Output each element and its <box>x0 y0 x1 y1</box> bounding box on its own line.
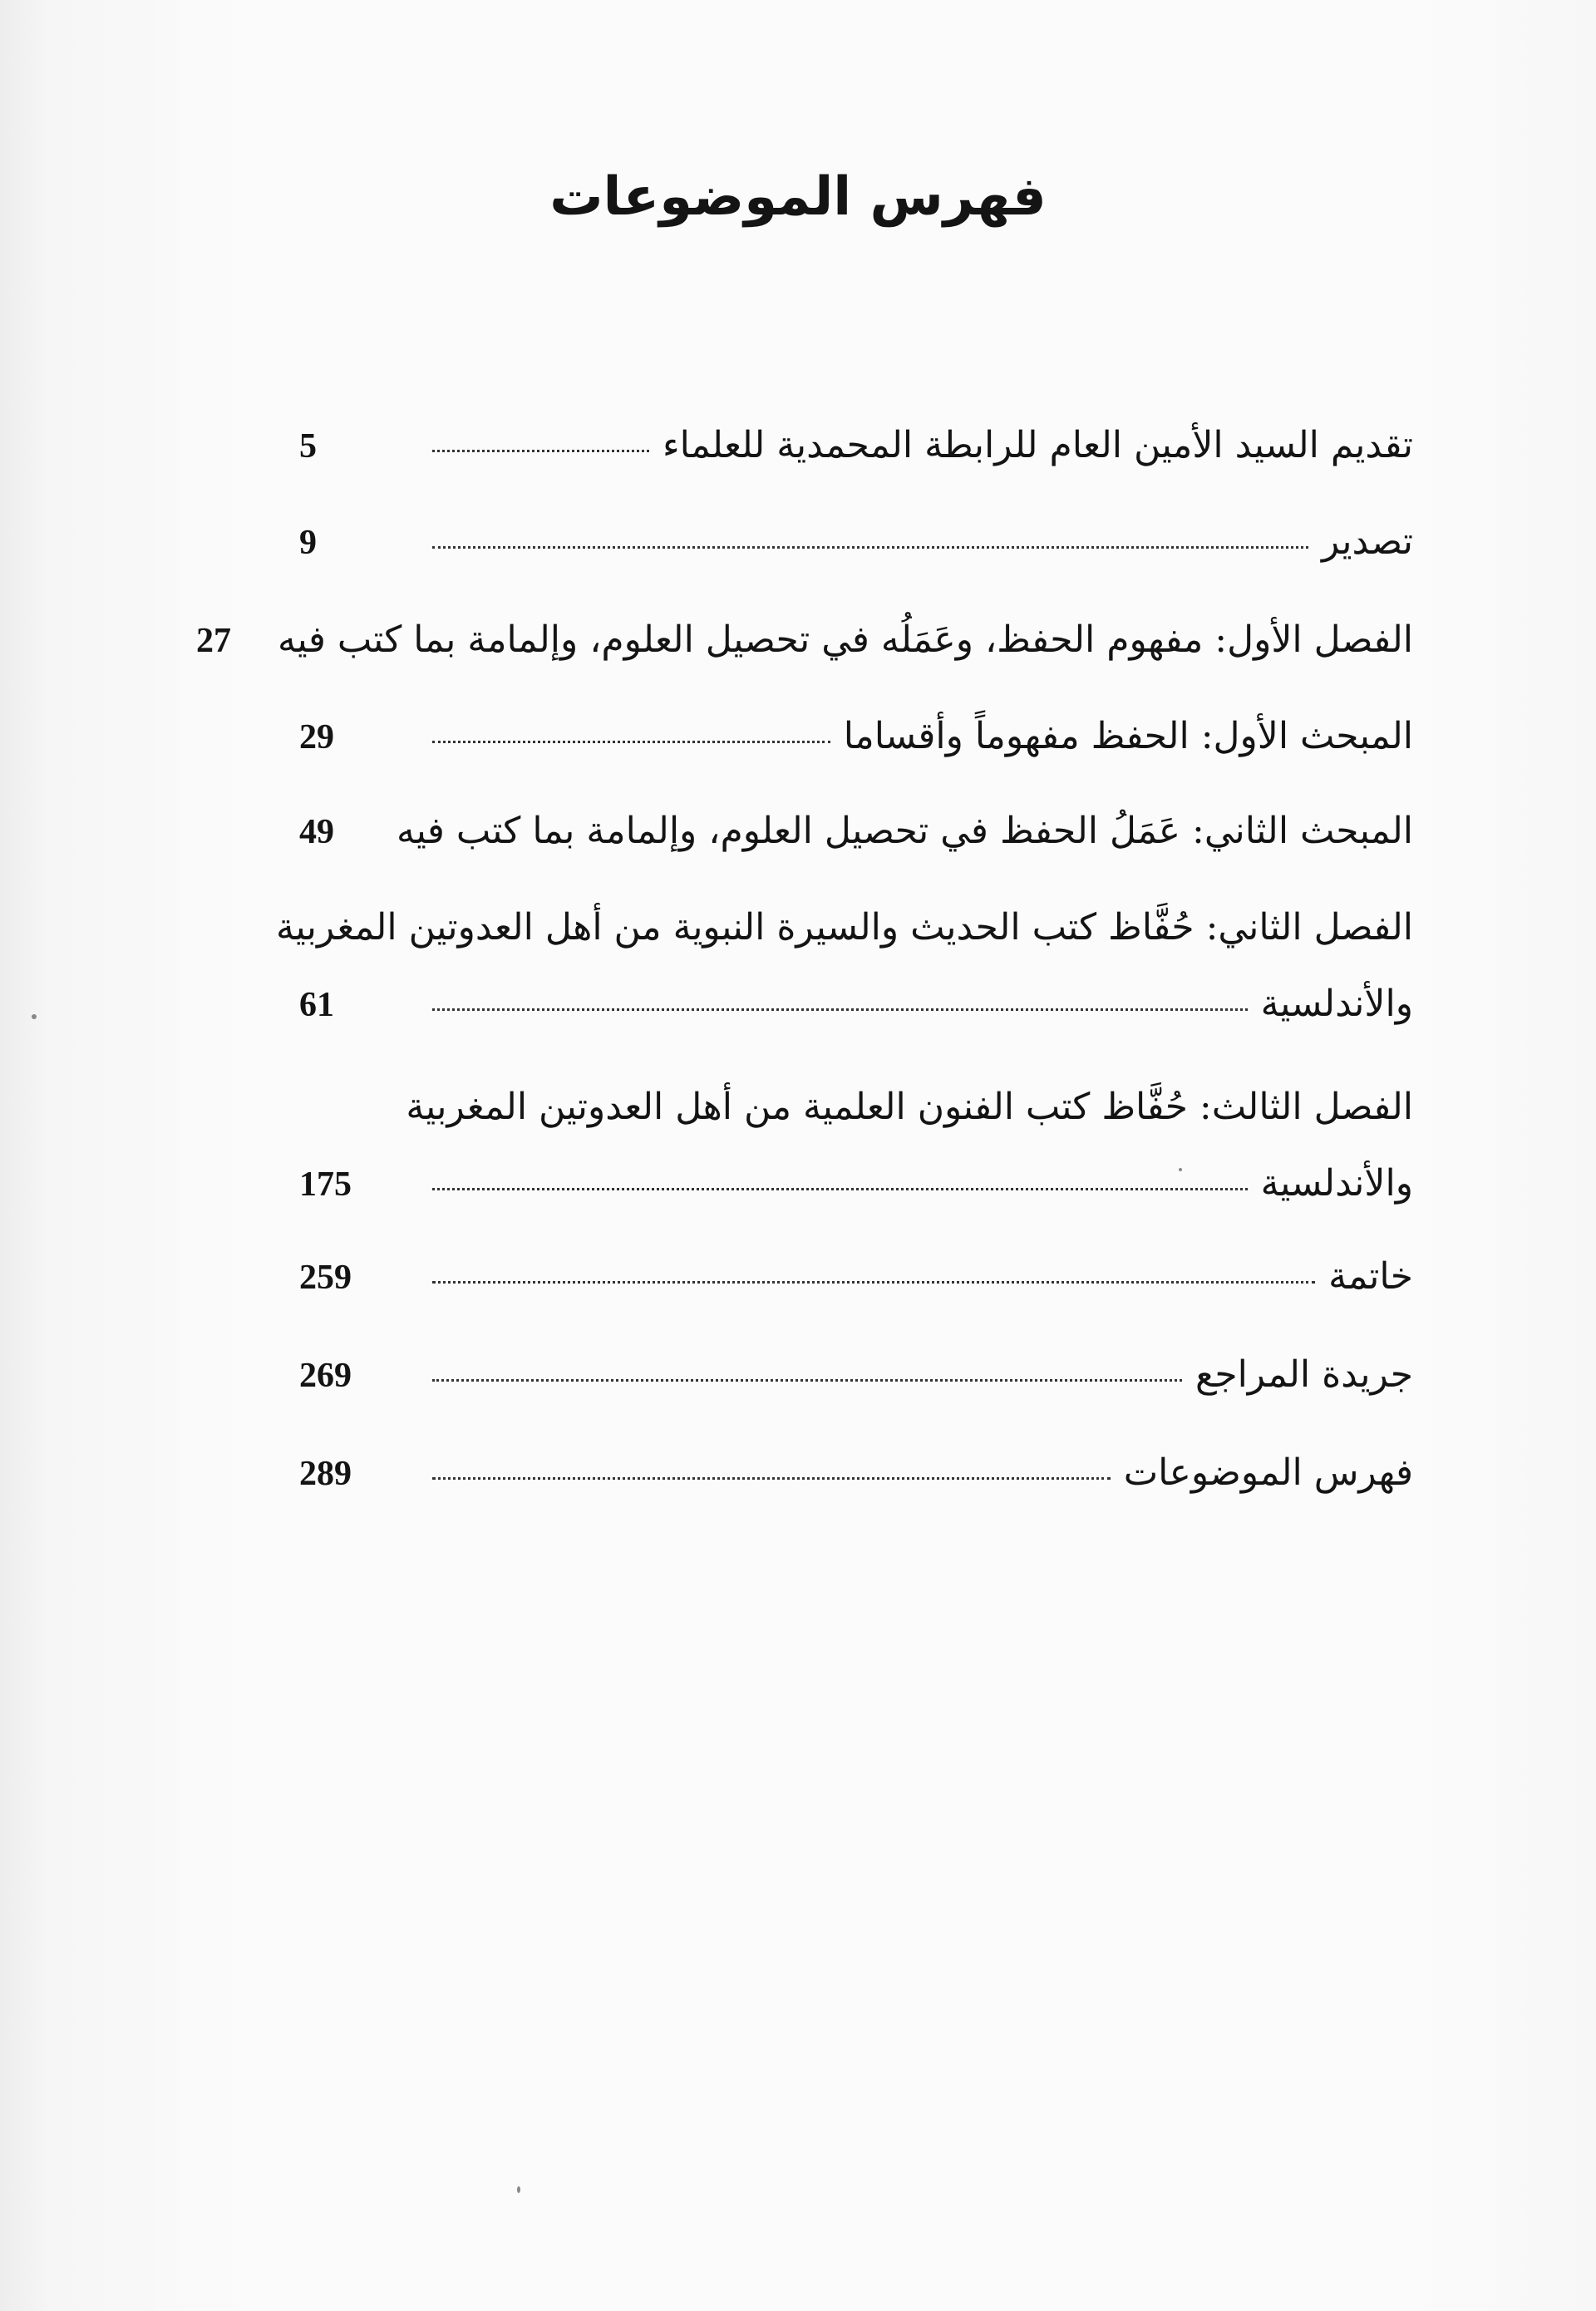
toc-entry-label-line-1: الفصل الثالث: حُفَّاظ كتب الفنون العلمية من أهل العدوتين المغربية <box>406 1086 1413 1128</box>
paper-speck <box>517 2186 520 2193</box>
toc-entry-label: المبحث الأول: الحفظ مفهوماً وأقساما <box>843 715 1413 757</box>
toc-entry-section-1-2 <box>299 795 1413 868</box>
toc-page-number: 49 <box>299 813 334 851</box>
toc-entry-label-line-2: والأندلسية <box>1260 983 1413 1025</box>
toc-entry-preface <box>299 505 1413 579</box>
toc-entry-label-line-1: الفصل الثاني: حُفَّاظ كتب الحديث والسيرة النبوية من أهل العدوتين المغربية <box>275 906 1413 949</box>
dot-leader <box>432 1281 1315 1284</box>
toc-page-number: 289 <box>299 1455 352 1493</box>
toc-entry-foreword <box>299 409 1413 482</box>
dot-leader <box>432 741 830 743</box>
toc-entry-section-1-1 <box>299 700 1413 773</box>
toc-entry-label: فهرس الموضوعات <box>1123 1451 1413 1494</box>
dot-leader <box>432 1188 1248 1190</box>
toc-page-number: 27 <box>195 622 231 660</box>
toc-page-number: 61 <box>299 986 334 1024</box>
toc-entry-chapter-1 <box>195 604 1413 677</box>
paper-speck <box>32 1014 37 1019</box>
toc-page-number: 9 <box>299 524 317 562</box>
dot-leader <box>432 1477 1111 1480</box>
toc-entry-label: المبحث الثاني: عَمَلُ الحفظ في تحصيل العلوم، وإلمامة بما كتب فيه <box>397 810 1413 852</box>
toc-entry-label: تصدير <box>1321 520 1413 563</box>
toc-entry-chapter-2 <box>275 891 1413 1041</box>
page-title: فهرس الموضوعات <box>549 166 1047 228</box>
toc-entry-label-line-2: والأندلسية <box>1260 1162 1413 1205</box>
toc-entry-index <box>299 1436 1413 1510</box>
toc-entry-label: الفصل الأول: مفهوم الحفظ، وعَمَلُه في تحصيل العلوم، وإلمامة بما كتب فيه <box>277 618 1413 661</box>
toc-entry-label: جريدة المراجع <box>1195 1353 1413 1396</box>
toc-entry-label: تقديم السيد الأمين العام للرابطة المحمدية للعلماء <box>662 424 1413 466</box>
toc-page-number: 5 <box>299 427 317 466</box>
dot-leader <box>432 1379 1182 1382</box>
dot-leader <box>432 450 649 452</box>
toc-page-number: 175 <box>299 1165 352 1204</box>
toc-entry-conclusion <box>299 1240 1413 1313</box>
toc-page-number: 29 <box>299 718 334 756</box>
toc-page-number: 259 <box>299 1259 352 1297</box>
toc-entry-bibliography <box>299 1338 1413 1412</box>
toc-entry-label: خاتمة <box>1328 1255 1413 1298</box>
dot-leader <box>432 546 1308 549</box>
dot-leader <box>432 1008 1248 1011</box>
toc-entry-chapter-3 <box>299 1071 1413 1220</box>
toc-page-number: 269 <box>299 1357 352 1395</box>
